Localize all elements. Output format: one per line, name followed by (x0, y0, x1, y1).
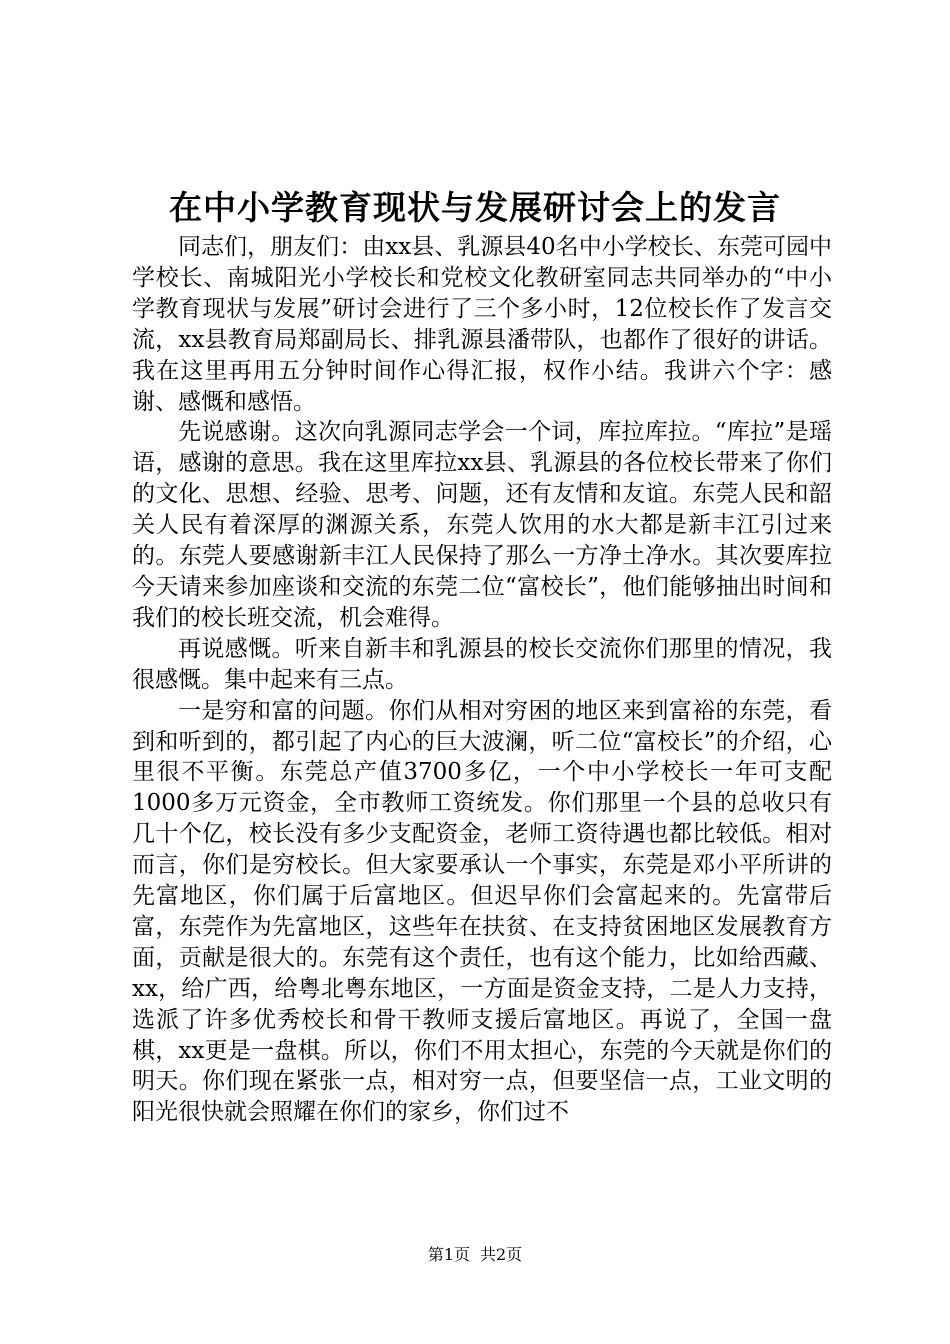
paragraph-2: 先说感谢。这次向乳源同志学会一个词，库拉库拉。“库拉”是瑶语，感谢的意思。我在这里库拉xx县、乳源县的各位校长带来了你们的文化、思想、经验、思考、问题，还有友情和友谊。东莞人民和韶关人民有着深厚的渊源关系，东莞人饮用的水大都是新丰江引过来的。东莞人要感谢新丰江人民保持了那么一方净土净水。其次要库拉今天请来参加座谈和交流的东莞二位“富校长”，他们能够抽出时间和我们的校长班交流，机会难得。 (132, 419, 832, 631)
page-number-total: 共2页 (480, 1245, 523, 1264)
document-title: 在中小学教育现状与发展研讨会上的发言 (169, 188, 781, 227)
paragraph-3: 再说感慨。听来自新丰和乳源县的校长交流你们那里的情况，我很感慨。集中起来有三点。 (132, 635, 832, 693)
paragraph-4: 一是穷和富的问题。你们从相对穷困的地区来到富裕的东莞，看到和听到的，都引起了内心的巨大波澜，听二位“富校长”的介绍，心里很不平衡。东莞总产值3700多亿，一个中小学校长一年可支配1000多万元资金，全市教师工资统发。你们那里一个县的总收只有几十个亿，校长没有多少支配资金，老师工资待遇也都比较低。相对而言，你们是穷校长。但大家要承认一个事实，东莞是邓小平所讲的先富地区，你们属于后富地区。但迟早你们会富起来的。先富带后富，东莞作为先富地区，这些年在扶贫、在支持贫困地区发展教育方面，贡献是很大的。东莞有这个责任，也有这个能力，比如给西藏、xx，给广西，给粤北粤东地区，一方面是资金支持，二是人力支持，选派了许多优秀校长和骨干教师支援后富地区。再说了，全国一盘棋，xx更是一盘棋。所以，你们不用太担心，东莞的今天就是你们的明天。你们现在紧张一点，相对穷一点，但要坚信一点，工业文明的阳光很快就会照耀在你们的家乡，你们过不 (132, 697, 832, 1126)
document-body (132, 232, 832, 1128)
paragraph-1: 同志们，朋友们：由xx县、乳源县40名中小学校长、东莞可园中学校长、南城阳光小学校长和党校文化教研室同志共同举办的“中小学教育现状与发展”研讨会进行了三个多小时，12位校长作了发言交流，xx县教育局郑副局长、排乳源县潘带队，也都作了很好的讲话。我在这里再用五分钟时间作心得汇报，权作小结。我讲六个字：感谢、感慨和感悟。 (132, 234, 832, 415)
page-number-current: 第1页 (427, 1245, 470, 1264)
page-footer (0, 1244, 950, 1266)
